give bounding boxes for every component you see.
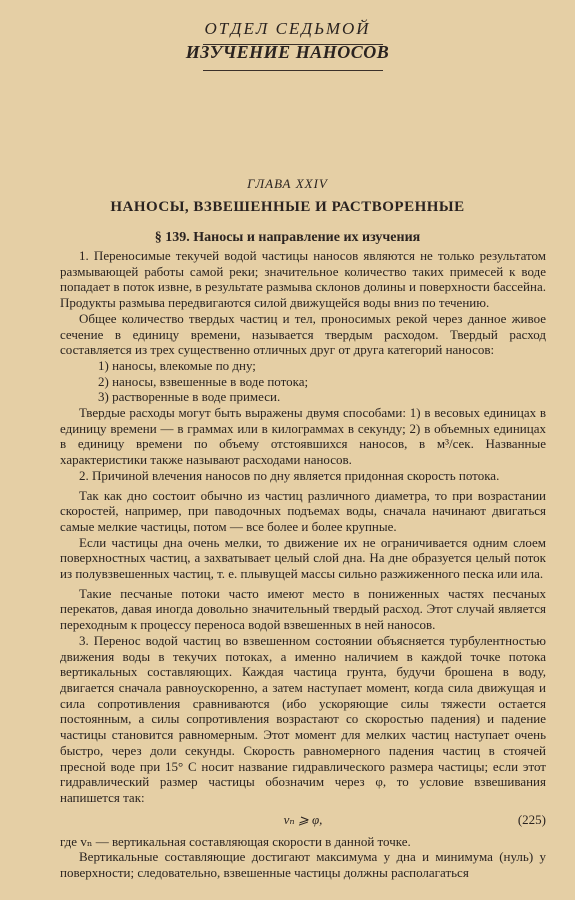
body-text [60, 248, 546, 881]
paragraph: Твердые расходы могут быть выражены двумя способами: 1) в весовых единицах в единицу времени — в граммах или в килограммах в секунду; 2) в объемных единицах в единицу времени по объему отстоявшихся наносов, в м³/сек. Названные характеристики также называют расходами наносов. [60, 405, 546, 468]
paragraph: Общее количество твердых частиц и тел, проносимых рекой через данное живое сечение в единицу времени, называется твердым расходом. Твердый расход составляется из трех существенно отличных друг от друга категорий наносов: [60, 310, 546, 358]
paragraph: 2. Причиной влечения наносов по дну является придонная скорость потока. [79, 467, 500, 483]
list-item: 1) наносы, влекомые по дну; [98, 357, 256, 373]
list-item: 3) растворенные в воде примеси. [98, 389, 281, 405]
formula-row [60, 808, 546, 834]
paragraph: Если частицы дна очень мелки, то движение их не ограничивается одним слоем поверхностных частиц, а захватывает целый слой дна. На дне образуется целый поток из полувзвешенных частиц, т. е. плывущей массы сильно разжиженного песка или ила. [60, 534, 546, 582]
paragraph: Вертикальные составляющие достигают максимума у дна и минимума (нуль) у поверхности; следовательно, взвешенные частицы должны располагаться [60, 849, 546, 881]
department-label: ОТДЕЛ СЕДЬМОЙ [204, 19, 371, 38]
chapter-label: ГЛАВА XXIV [247, 176, 328, 191]
bottom-rule [203, 70, 383, 71]
department-title: ИЗУЧЕНИЕ НАНОСОВ [185, 42, 390, 62]
paragraph: Так как дно состоит обычно из частиц различного диаметра, то при возрастании скоростей, например, при паводочных подъемах воды, сначала начинают двигаться самые мелкие частицы, потом — все более и более крупные. [60, 487, 546, 534]
paragraph: 3. Перенос водой частиц во взвешенном состоянии объясняется турбулентностью движения воды в текучих потоках, а именно наличием в каждой точке потока вертикальных составляющих. Каждая частица грунта, будучи брошена в воду, двигается сначала равноускоренно, а затем наступает момент, когда сила движущая и сила сопротивления сравниваются (ибо ускоряющие силы тяжести остается постоянным, а силы сопротивления возрастают со скоростью падения) и падение частицы становится равномерным. Этот момент для мелких частиц наступает очень быстро, через доли секунды. Скорость равномерного падения частиц в стоячей пресной воде при 15° C носит название гидравлического размера частицы; если этот гидравлический размер частицы обозначим через φ, то условие взвешивания напишется так: [60, 632, 546, 805]
chapter-title: НАНОСЫ, ВЗВЕШЕННЫЕ И РАСТВОРЕННЫЕ [110, 199, 465, 215]
section-title: § 139. Наносы и направление их изучения [154, 230, 421, 245]
paragraph: Такие песчаные потоки часто имеют место в пониженных частях песчаных перекатов, давая иногда довольно значительный твердый расход. Этот случай является переходным к процессу переноса водой взвешенных в ней наносов. [60, 585, 546, 633]
paragraph: где vₙ — вертикальная составляющая скорости в данной точке. [60, 833, 411, 849]
paragraph: 1. Переносимые текучей водой частицы наносов являются не только результатом размывающей работы самой реки; значительное количество таких примесей к воде попадает в поток извне, в результате размыва склонов долины и поверхности бассейна. Продукты размыва передвигаются силой движущейся воды вниз по течению. [60, 248, 546, 311]
formula: vₙ ⩾ φ, [283, 811, 323, 827]
equation-number: (225) [517, 811, 546, 827]
list-item: 2) наносы, взвешенные в воде потока; [98, 373, 309, 389]
